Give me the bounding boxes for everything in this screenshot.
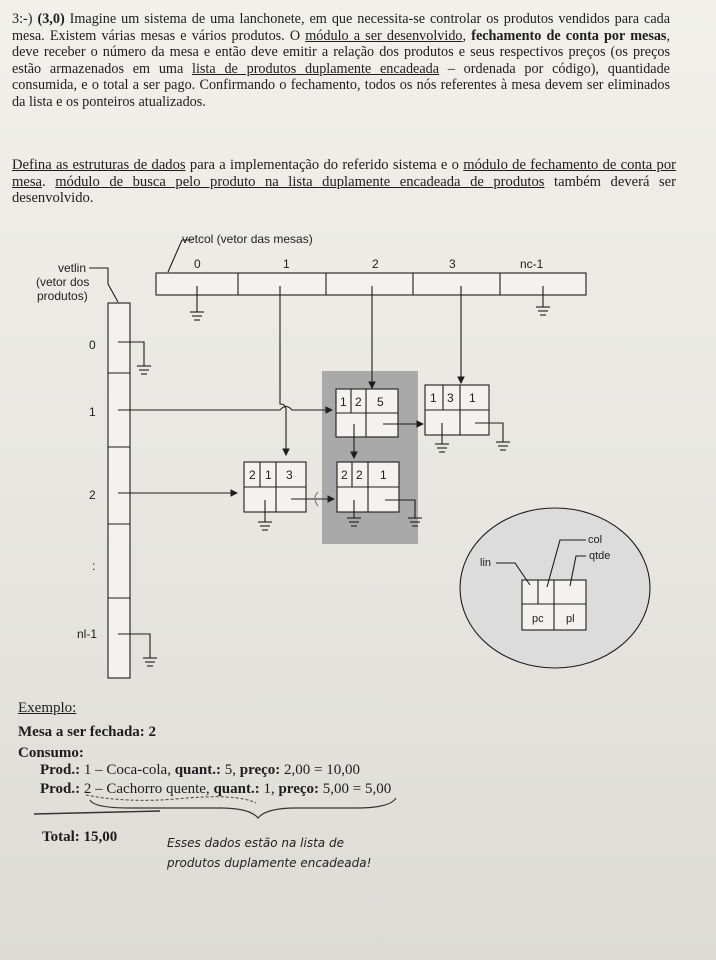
svg-text:produtos): produtos) [37, 289, 88, 303]
question-points: (3,0) [37, 11, 65, 27]
question-number: 3:-) [12, 11, 33, 27]
svg-text:qtde: qtde [589, 550, 611, 562]
svg-text:1: 1 [380, 468, 387, 482]
question-paragraph: 3:-) (3,0) Imagine um sistema de uma lanchonete, em que necessita-se controlar os produtos vendidos para cada mesa. Existem várias mesas e vários produtos. O módulo a ser desenvolvido, fechamento de conta por mesas, deve receber o número da mesa e então deve emitir a relação dos produtos e seus respectivos preços (os preços estão armazenados em uma lista de produtos duplamente encadeada – ordenada por código), quantidade consumida, e o total a ser pago. Confirmando o fechamento, todos os nós referentes à mesa devem ser eliminados da lista e os ponteiros atualizados. [12, 11, 671, 110]
example-item: Prod.: 1 – Coca-cola, quant.: 5, preço: 2,00 = 10,00 [40, 762, 360, 778]
task-paragraph: Defina as estruturas de dados para a implementação do referido sistema e o módulo de fechamento de conta por mesa. módulo de busca pelo produto na lista duplamente encadeada de produtos também deverá ser desenvolvido. [12, 157, 677, 207]
svg-text:pc: pc [532, 613, 544, 625]
table-line: Mesa a ser fechada: 2 [18, 724, 157, 740]
svg-text:1: 1 [469, 391, 476, 405]
module-label: módulo a ser desenvolvido [305, 27, 463, 44]
svg-text:1: 1 [340, 395, 347, 409]
svg-text:lin: lin [480, 557, 492, 569]
svg-text:2: 2 [341, 468, 348, 482]
svg-text:(vetor dos: (vetor dos [36, 275, 90, 289]
row-index: 2 [89, 488, 96, 502]
total-line: Total: 15,00 [42, 829, 118, 845]
module-name: fechamento de conta por mesas [471, 27, 667, 44]
row-index: nl-1 [77, 627, 98, 641]
row-index: : [92, 559, 96, 573]
svg-text:pl: pl [566, 613, 575, 625]
svg-text:1: 1 [265, 468, 272, 482]
row-index: 1 [89, 405, 96, 419]
svg-text:3: 3 [286, 468, 293, 482]
svg-text:2: 2 [356, 468, 363, 482]
col-index: 2 [372, 257, 379, 271]
handwritten-note: Esses dados estão na lista de produtos duplamente encadeada! [167, 836, 372, 870]
col-index: 1 [283, 257, 290, 271]
consumo-label: Consumo: [18, 745, 84, 761]
svg-text:col: col [588, 534, 603, 546]
svg-text:2: 2 [249, 468, 256, 482]
svg-text:1: 1 [430, 391, 437, 405]
vetlin-label: vetlin [58, 261, 87, 275]
example-item: Prod.: 2 – Cachorro quente, quant.: 1, preço: 5,00 = 5,00 [40, 781, 392, 797]
col-index: 3 [449, 257, 456, 271]
list-label: lista de produtos duplamente encadeada [192, 60, 440, 77]
svg-text:3: 3 [447, 391, 454, 405]
example-heading: Exemplo: [18, 700, 77, 716]
svg-text:5: 5 [377, 395, 384, 409]
col-index: nc-1 [520, 257, 544, 271]
col-index: 0 [194, 257, 201, 271]
vetcol-label: vetcol (vetor das mesas) [182, 232, 313, 246]
svg-text:2: 2 [355, 395, 362, 409]
row-index: 0 [89, 338, 96, 352]
